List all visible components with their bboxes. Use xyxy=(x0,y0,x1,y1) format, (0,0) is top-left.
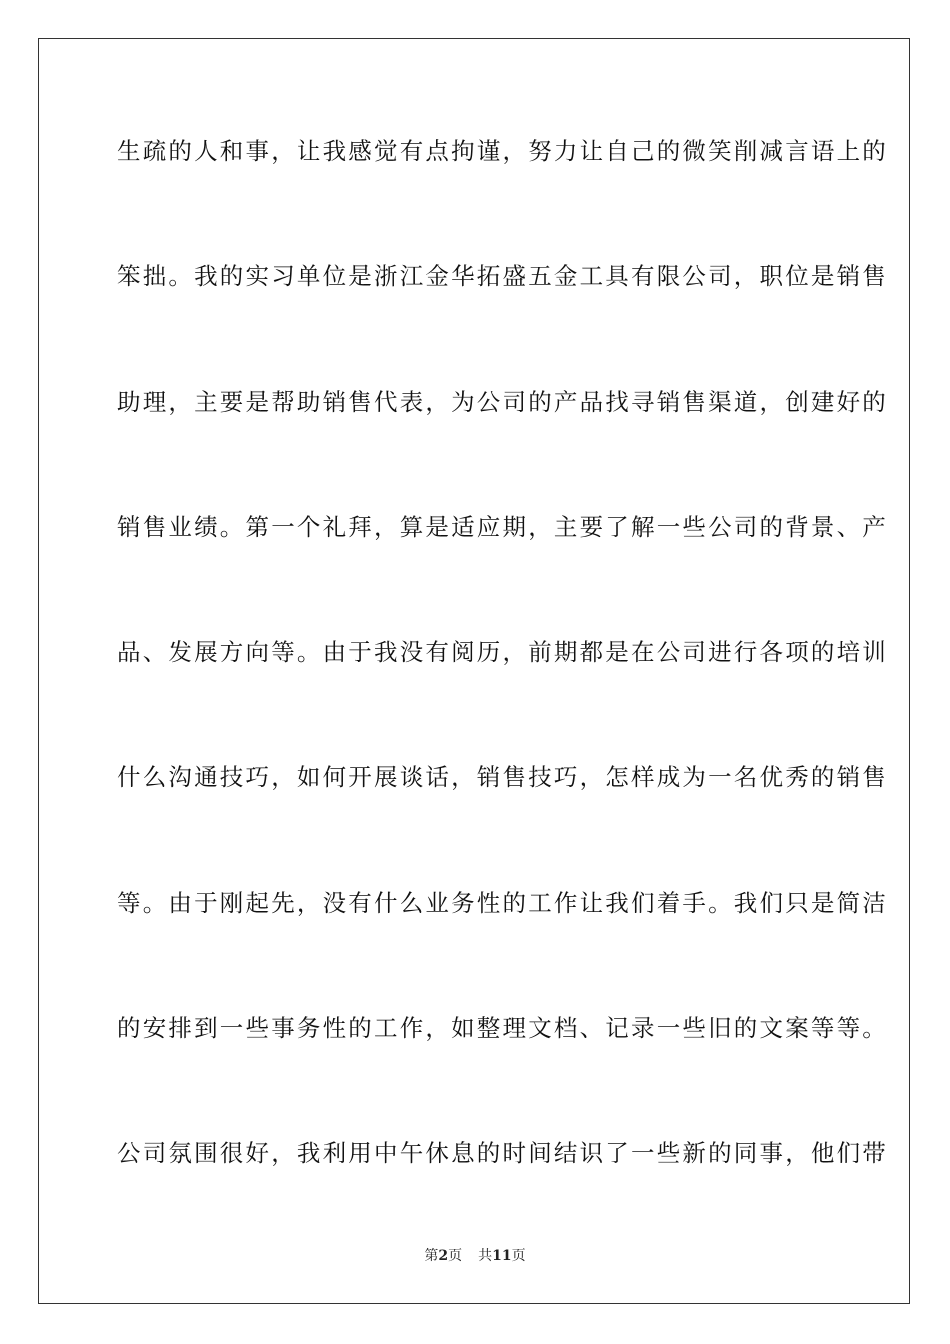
text-line: 的安排到一些事务性的工作，如整理文档、记录一些旧的文案等等。 xyxy=(117,1014,888,1043)
document-body xyxy=(117,126,888,1178)
text-line: 笨拙。我的实习单位是浙江金华拓盛五金工具有限公司，职位是销售 xyxy=(117,262,888,291)
text-line: 等。由于刚起先，没有什么业务性的工作让我们着手。我们只是简洁 xyxy=(117,888,888,917)
text-line: 什么沟通技巧，如何开展谈话，销售技巧，怎样成为一名优秀的销售 xyxy=(117,763,888,792)
page-number: 2 xyxy=(438,1248,449,1264)
text-line: 销售业绩。第一个礼拜，算是适应期，主要了解一些公司的背景、产 xyxy=(117,512,888,541)
total-pages: 11 xyxy=(492,1248,512,1264)
page-footer xyxy=(0,1245,950,1265)
total-pages-indicator xyxy=(478,1248,525,1264)
text-line: 公司氛围很好，我利用中午休息的时间结识了一些新的同事，他们带 xyxy=(117,1139,888,1168)
total-suffix: 页 xyxy=(511,1248,526,1264)
text-line: 助理，主要是帮助销售代表，为公司的产品找寻销售渠道，创建好的 xyxy=(117,387,888,416)
text-line: 品、发展方向等。由于我没有阅历，前期都是在公司进行各项的培训 xyxy=(117,638,888,667)
text-line: 生疏的人和事，让我感觉有点拘谨，努力让自己的微笑削减言语上的 xyxy=(117,137,888,165)
total-prefix: 共 xyxy=(478,1248,493,1264)
page-prefix: 第 xyxy=(424,1248,439,1264)
page-suffix: 页 xyxy=(448,1248,463,1264)
page-indicator xyxy=(424,1248,462,1264)
